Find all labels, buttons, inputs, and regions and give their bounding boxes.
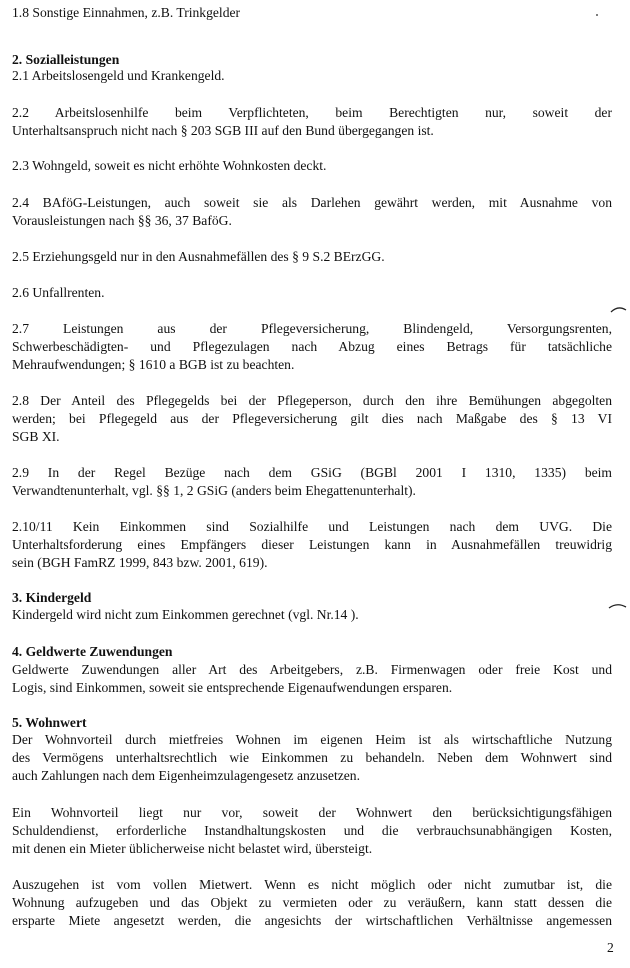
mietwert-line-3: ersparte Miete angesetzt werden, die angesichts der wirtschaftlichen Verhältnisse angemessen — [12, 913, 612, 928]
scan-speck-mark — [594, 12, 600, 18]
item-2-7-line-2: Schwerbeschädigten- und Pflegezulagen nach Abzug eines Betrags für tatsächliche — [12, 339, 612, 354]
item-2-3: 2.3 Wohngeld, soweit es nicht erhöhte Wohnkosten deckt. — [12, 158, 327, 173]
item-2-1: 2.1 Arbeitslosengeld und Krankengeld. — [12, 68, 225, 83]
wohnvorteil-line-1: Ein Wohnvorteil liegt nur vor, soweit der Wohnwert den berücksichtigungsfähigen — [12, 805, 612, 820]
item-2-8-line-1: 2.8 Der Anteil des Pflegegelds bei der Pflegeperson, durch den ihre Bemühungen abgegolten — [12, 393, 612, 408]
item-2-8-line-2: werden; bei Pflegegeld aus der Pflegeversicherung gilt dies nach Maßgabe des § 13 VI — [12, 411, 612, 426]
mietwert-line-2: Wohnung aufzugeben und das Objekt zu vermieten oder zu veräußern, kann statt dessen die — [12, 895, 612, 910]
item-2-8-line-3: SGB XI. — [12, 429, 60, 444]
zuwendungen-line-1: Geldwerte Zuwendungen aller Art des Arbeitgebers, z.B. Firmenwagen oder freie Kost und — [12, 662, 612, 677]
margin-hook-mark — [610, 304, 628, 314]
wohnvorteil-line-3: mit denen ein Mieter üblicherweise nicht belastet wird, übersteigt. — [12, 841, 373, 856]
item-2-2-line-1: 2.2 Arbeitslosenhilfe beim Verpflichteten, beim Berechtigten nur, soweit der — [12, 105, 612, 120]
zuwendungen-line-2: Logis, sind Einkommen, soweit sie entsprechende Eigenaufwendungen ersparen. — [12, 680, 453, 695]
item-2-2-line-2: Unterhaltsanspruch nicht nach § 203 SGB III auf den Bund übergegangen ist. — [12, 123, 434, 138]
item-2-10-line-2: Unterhaltsforderung eines Empfängers dieser Leistungen kann in Ausnahmefällen treuwidrig — [12, 537, 612, 552]
item-2-6: 2.6 Unfallrenten. — [12, 285, 105, 300]
item-2-4-line-2: Vorausleistungen nach §§ 36, 37 BaföG. — [12, 213, 232, 228]
item-2-7-line-3: Mehraufwendungen; § 1610 a BGB ist zu beachten. — [12, 357, 295, 372]
heading-sozialleistungen: 2. Sozialleistungen — [12, 52, 120, 67]
page-number: 2 — [607, 940, 614, 955]
kindergeld-text: Kindergeld wird nicht zum Einkommen gerechnet (vgl. Nr.14 ). — [12, 607, 359, 622]
margin-hook-mark-2 — [608, 601, 628, 611]
item-1-8: 1.8 Sonstige Einnahmen, z.B. Trinkgelder — [12, 5, 241, 20]
heading-kindergeld: 3. Kindergeld — [12, 590, 92, 605]
wohnvorteil-line-2: Schuldendienst, erforderliche Instandhaltungskosten und die verbrauchsunabhängigen Kosten, — [12, 823, 612, 838]
item-2-5: 2.5 Erziehungsgeld nur in den Ausnahmefällen des § 9 S.2 BErzGG. — [12, 249, 385, 264]
item-2-9-line-2: Verwandtenunterhalt, vgl. §§ 1, 2 GSiG (anders beim Ehegattenunterhalt). — [12, 483, 416, 498]
mietwert-line-1: Auszugehen ist vom vollen Mietwert. Wenn es nicht möglich oder nicht zumutbar ist, die — [12, 877, 612, 892]
wohnwert-line-3: auch Zahlungen nach dem Eigenheimzulagengesetz anzusetzen. — [12, 768, 360, 783]
item-2-7-line-1: 2.7 Leistungen aus der Pflegeversicherung, Blindengeld, Versorgungsrenten, — [12, 321, 612, 336]
item-2-10-line-1: 2.10/11 Kein Einkommen sind Sozialhilfe und Leistungen nach dem UVG. Die — [12, 519, 612, 534]
heading-geldwerte-zuwendungen: 4. Geldwerte Zuwendungen — [12, 644, 173, 659]
item-2-9-line-1: 2.9 In der Regel Bezüge nach dem GSiG (BGBl 2001 I 1310, 1335) beim — [12, 465, 612, 480]
wohnwert-line-2: des Vermögens unterhaltsrechtlich wie Einkommen zu behandeln. Neben dem Wohnwert sind — [12, 750, 612, 765]
item-2-10-line-3: sein (BGH FamRZ 1999, 843 bzw. 2001, 619). — [12, 555, 268, 570]
heading-wohnwert: 5. Wohnwert — [12, 715, 87, 730]
item-2-4-line-1: 2.4 BAföG-Leistungen, auch soweit sie als Darlehen gewährt werden, mit Ausnahme von — [12, 195, 612, 210]
wohnwert-line-1: Der Wohnvorteil durch mietfreies Wohnen im eigenen Heim ist als wirtschaftliche Nutzung — [12, 732, 612, 747]
